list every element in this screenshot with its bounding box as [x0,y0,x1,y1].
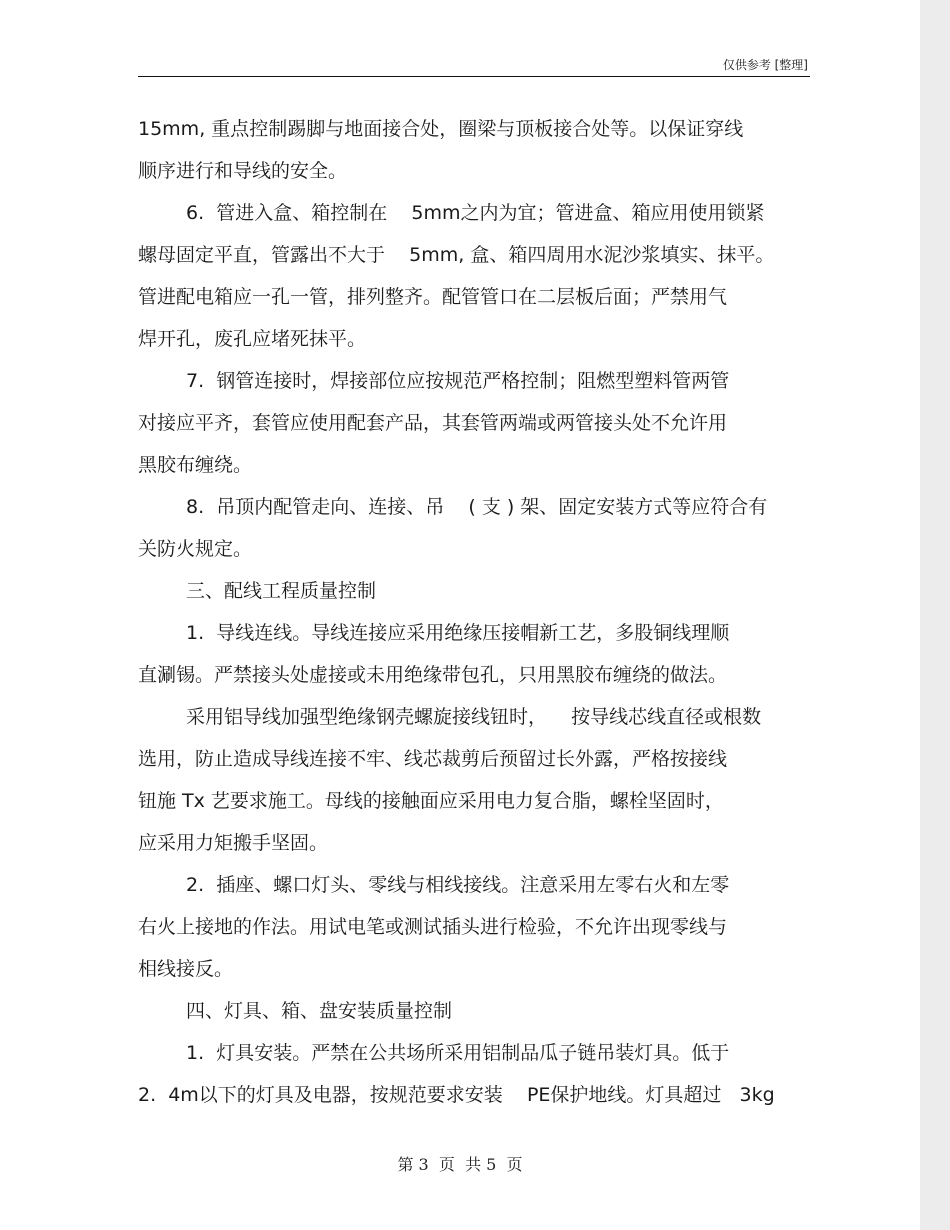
text-line: 应采用力矩搬手坚固。 [138,832,329,854]
text-line: 钮施 Tx 艺要求施工。母线的接触面应采用电力复合脂，螺栓坚固时， [138,790,724,812]
text-line: 关防火规定。 [138,538,253,560]
text-line: 黑胶布缠绕。 [138,454,253,476]
text-line: 相线接反。 [138,958,234,980]
text-line: 8. 吊顶内配管走向、连接、吊 ( 支 ) 架、固定安装方式等应符合有 [186,496,768,518]
text-line: 2. 插座、螺口灯头、零线与相线接线。注意采用左零右火和左零 [186,874,730,896]
header-divider [138,76,810,77]
text-line: 采用铝导线加强型绝缘钢壳螺旋接线钮时， 按导线芯线直径或根数 [186,706,762,728]
document-body [138,108,818,1116]
text-line: 焊开孔，废孔应堵死抹平。 [138,328,367,350]
text-line: 15mm, 重点控制踢脚与地面接合处，圈梁与顶板接合处等。以保证穿线 [138,118,744,140]
page-footer [0,1152,920,1175]
viewer-background [920,0,950,1230]
text-line: 右火上接地的作法。用试电笔或测试插头进行检验，不允许出现零线与 [138,916,728,938]
text-line: 顺序进行和导线的安全。 [138,160,348,182]
text-line: 6. 管进入盒、箱控制在 5mm之内为宜；管进盒、箱应用使用锁紧 [186,202,765,224]
text-line: 7. 钢管连接时，焊接部位应按规范严格控制；阻燃型塑料管两管 [186,370,730,392]
text-line: 1. 灯具安装。严禁在公共场所采用铝制品瓜子链吊装灯具。低于 [186,1042,730,1064]
text-line: 2. 4m以下的灯具及电器，按规范要求安装 PE保护地线。灯具超过 3kg [138,1084,775,1106]
text-line: 1. 导线连线。导线连接应采用绝缘压接帽新工艺，多股铜线理顺 [186,622,730,644]
text-line: 螺母固定平直，管露出不大于 5mm, 盒、箱四周用水泥沙浆填实、抹平。 [138,244,775,266]
text-line: 选用，防止造成导线连接不牢、线芯裁剪后预留过长外露，严格按接线 [138,748,728,770]
text-line: 直涮锡。严禁接头处虚接或未用绝缘带包孔，只用黑胶布缠绕的做法。 [138,664,728,686]
text-line: 管进配电箱应一孔一管，排列整齐。配管管口在二层板后面；严禁用气 [138,286,728,308]
text-line: 对接应平齐，套管应使用配套产品，其套管两端或两管接头处不允许用 [138,412,728,434]
page-number-label: 第 3 页 共 5 页 [397,1155,523,1174]
header-note: 仅供参考 [整理] [722,58,808,72]
text-line: 三、配线工程质量控制 [186,580,377,602]
text-line: 四、灯具、箱、盘安装质量控制 [186,1000,453,1022]
